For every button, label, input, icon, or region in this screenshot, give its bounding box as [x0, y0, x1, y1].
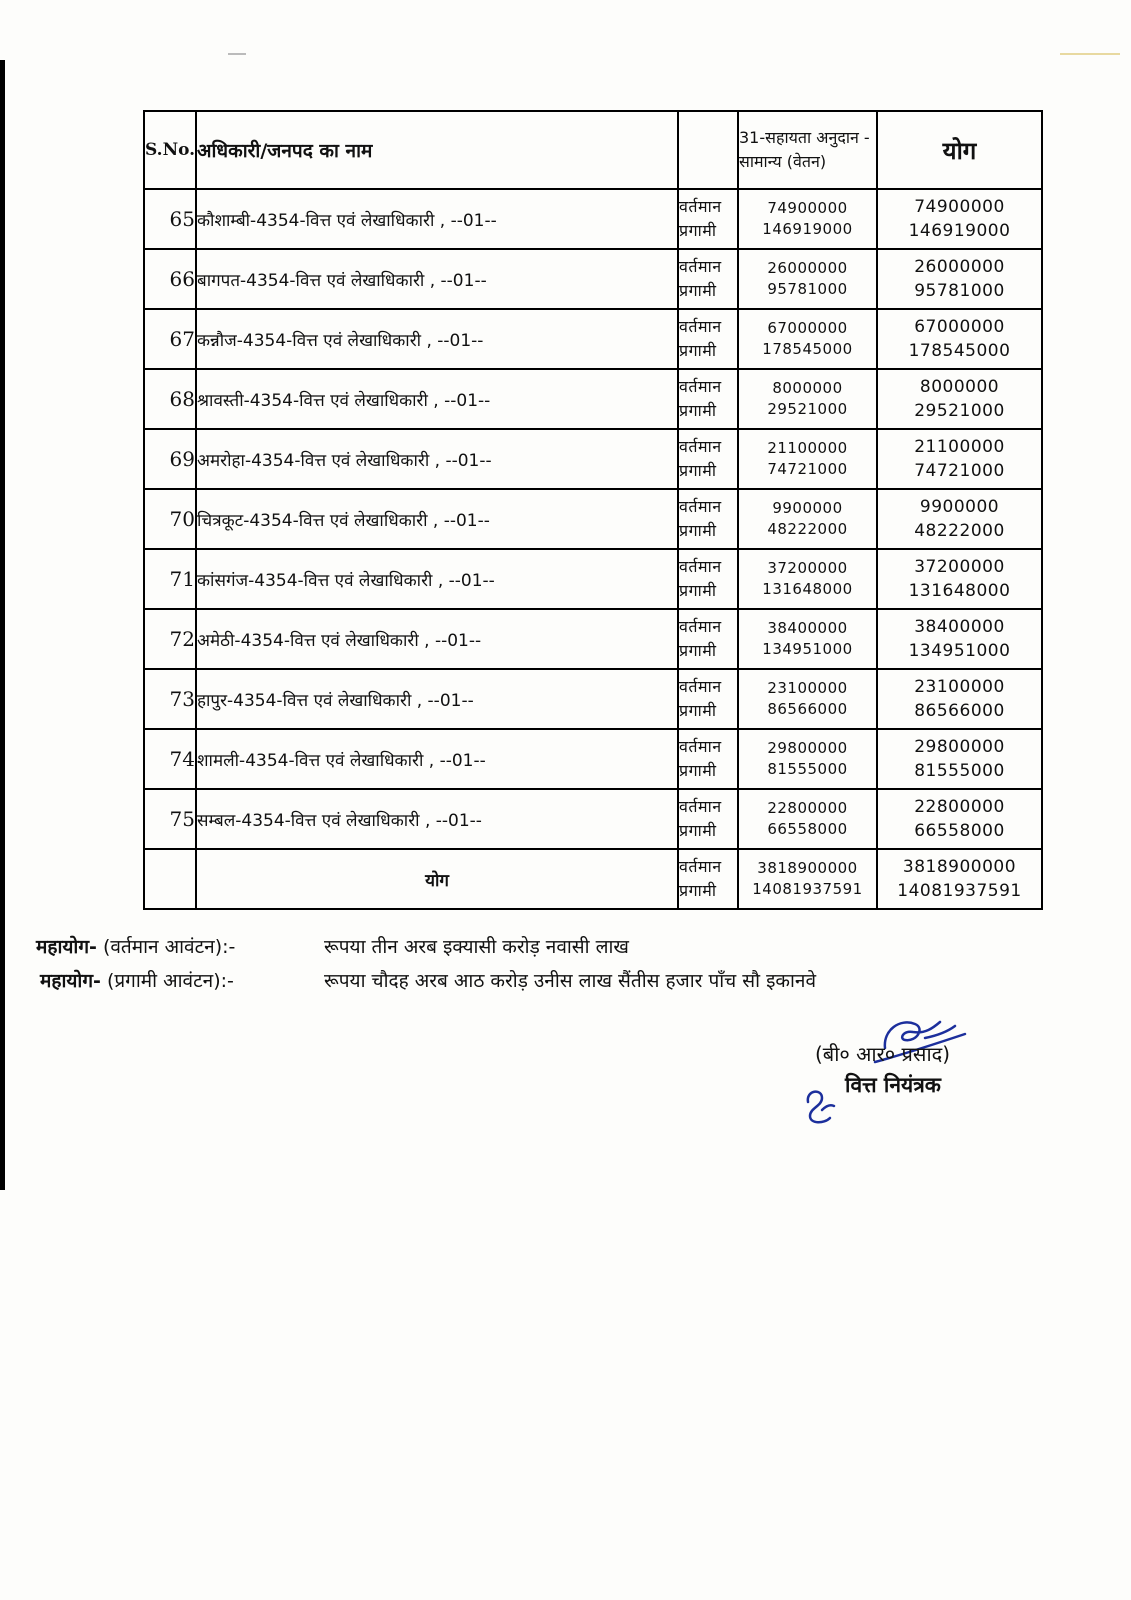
current-label: वर्तमान — [679, 317, 722, 336]
future-label: प्रगामी — [679, 761, 717, 780]
row-sno: 71 — [144, 549, 196, 609]
row-total — [877, 729, 1042, 789]
summary-future-words: रूपया चौदह अरब आठ करोड़ उनीस लाख सैंतीस हजार पाँच सौ इकानवे — [324, 970, 817, 992]
future-amount: 74721000 — [767, 460, 848, 478]
table-header-row — [144, 111, 1042, 189]
current-label: वर्तमान — [679, 197, 722, 216]
row-total — [877, 789, 1042, 849]
future-label: प्रगामी — [679, 521, 717, 540]
current-total: 26000000 — [914, 257, 1005, 277]
row-sno: 66 — [144, 249, 196, 309]
current-amount: 67000000 — [767, 319, 848, 337]
current-total: 74900000 — [914, 197, 1005, 217]
current-total: 3818900000 — [902, 857, 1017, 877]
future-total: 134951000 — [908, 641, 1011, 661]
header-sno: S.No. — [144, 111, 196, 189]
future-total: 146919000 — [908, 221, 1011, 241]
summary-current — [36, 933, 629, 959]
future-total: 178545000 — [908, 341, 1011, 361]
current-total: 8000000 — [919, 377, 1000, 397]
row-sno: 70 — [144, 489, 196, 549]
row-amount — [738, 729, 877, 789]
future-amount: 95781000 — [767, 280, 848, 298]
future-label: प्रगामी — [679, 881, 717, 900]
current-amount: 37200000 — [767, 559, 848, 577]
scan-mark — [1060, 53, 1120, 55]
current-amount: 29800000 — [767, 739, 848, 757]
current-total: 21100000 — [914, 437, 1005, 457]
current-amount: 21100000 — [767, 439, 848, 457]
table-row — [144, 189, 1042, 249]
row-amount — [738, 489, 877, 549]
current-amount: 26000000 — [767, 259, 848, 277]
table-row — [144, 549, 1042, 609]
row-labels — [678, 549, 738, 609]
row-sno: 67 — [144, 309, 196, 369]
current-amount: 38400000 — [767, 619, 848, 637]
current-label: वर्तमान — [679, 437, 722, 456]
row-labels — [678, 789, 738, 849]
future-label: प्रगामी — [679, 221, 717, 240]
future-total: 14081937591 — [897, 881, 1022, 901]
future-total: 86566000 — [914, 701, 1005, 721]
total-label: योग — [196, 849, 678, 909]
header-name: अधिकारी/जनपद का नाम — [196, 111, 678, 189]
future-total: 81555000 — [914, 761, 1005, 781]
future-amount: 86566000 — [767, 700, 848, 718]
row-total — [877, 249, 1042, 309]
row-name: अमरोहा-4354-वित्त एवं लेखाधिकारी , --01-- — [196, 429, 678, 489]
table-row — [144, 669, 1042, 729]
row-amount — [738, 789, 877, 849]
current-total: 67000000 — [914, 317, 1005, 337]
future-amount: 146919000 — [762, 220, 853, 238]
future-total: 29521000 — [914, 401, 1005, 421]
row-labels — [678, 609, 738, 669]
row-total — [877, 429, 1042, 489]
future-amount: 14081937591 — [752, 880, 863, 898]
current-amount: 8000000 — [772, 379, 843, 397]
allocation-table — [143, 110, 1043, 910]
row-sno: 75 — [144, 789, 196, 849]
future-total: 95781000 — [914, 281, 1005, 301]
row-labels — [678, 249, 738, 309]
future-amount: 178545000 — [762, 340, 853, 358]
row-labels — [678, 369, 738, 429]
row-total — [877, 189, 1042, 249]
row-name: कन्नौज-4354-वित्त एवं लेखाधिकारी , --01-- — [196, 309, 678, 369]
current-amount: 23100000 — [767, 679, 848, 697]
table-row — [144, 789, 1042, 849]
row-total — [877, 549, 1042, 609]
summary-current-words: रूपया तीन अरब इक्यासी करोड़ नवासी लाख — [324, 936, 629, 958]
row-labels — [678, 669, 738, 729]
row-name: बागपत-4354-वित्त एवं लेखाधिकारी , --01-- — [196, 249, 678, 309]
row-amount — [738, 549, 877, 609]
signatory-name: (बी० आर० प्रसाद) — [815, 1042, 951, 1066]
current-label: वर्तमान — [679, 497, 722, 516]
future-label: प्रगामी — [679, 461, 717, 480]
row-name: सम्बल-4354-वित्त एवं लेखाधिकारी , --01-- — [196, 789, 678, 849]
table-row — [144, 729, 1042, 789]
future-label: प्रगामी — [679, 581, 717, 600]
row-amount — [738, 249, 877, 309]
row-amount — [738, 309, 877, 369]
total-amount — [738, 849, 877, 909]
current-label: वर्तमान — [679, 857, 722, 876]
summary-current-type: (वर्तमान आवंटन):- — [102, 936, 236, 958]
current-label: वर्तमान — [679, 797, 722, 816]
current-amount: 3818900000 — [757, 859, 858, 877]
row-sno: 68 — [144, 369, 196, 429]
table-row — [144, 369, 1042, 429]
table-row — [144, 609, 1042, 669]
header-label — [678, 111, 738, 189]
current-label: वर्तमान — [679, 377, 722, 396]
row-labels — [678, 729, 738, 789]
current-total: 9900000 — [919, 497, 1000, 517]
future-amount: 134951000 — [762, 640, 853, 658]
table-row — [144, 489, 1042, 549]
row-total — [877, 669, 1042, 729]
header-amount: 31-सहायता अनुदान - सामान्य (वेतन) — [738, 111, 877, 189]
initial-scrawl-icon — [800, 1080, 840, 1130]
header-total: योग — [877, 111, 1042, 189]
row-name: कांसगंज-4354-वित्त एवं लेखाधिकारी , --01-- — [196, 549, 678, 609]
row-sno: 65 — [144, 189, 196, 249]
current-amount: 9900000 — [772, 499, 843, 517]
future-label: प्रगामी — [679, 341, 717, 360]
row-total — [877, 309, 1042, 369]
future-label: प्रगामी — [679, 701, 717, 720]
row-name: श्रावस्ती-4354-वित्त एवं लेखाधिकारी , --01-- — [196, 369, 678, 429]
current-label: वर्तमान — [679, 617, 722, 636]
table-row — [144, 249, 1042, 309]
row-name: कौशाम्बी-4354-वित्त एवं लेखाधिकारी , --01-- — [196, 189, 678, 249]
total-labels — [678, 849, 738, 909]
current-total: 38400000 — [914, 617, 1005, 637]
table-row — [144, 309, 1042, 369]
row-labels — [678, 489, 738, 549]
row-amount — [738, 609, 877, 669]
row-amount — [738, 369, 877, 429]
row-amount — [738, 189, 877, 249]
row-total — [877, 609, 1042, 669]
row-amount — [738, 429, 877, 489]
future-total: 131648000 — [908, 581, 1011, 601]
current-amount: 22800000 — [767, 799, 848, 817]
current-total: 23100000 — [914, 677, 1005, 697]
row-sno: 74 — [144, 729, 196, 789]
row-labels — [678, 309, 738, 369]
future-amount: 29521000 — [767, 400, 848, 418]
total-row — [144, 849, 1042, 909]
current-label: वर्तमान — [679, 257, 722, 276]
row-name: चित्रकूट-4354-वित्त एवं लेखाधिकारी , --01-- — [196, 489, 678, 549]
row-amount — [738, 669, 877, 729]
future-amount: 66558000 — [767, 820, 848, 838]
current-label: वर्तमान — [679, 677, 722, 696]
row-total — [877, 489, 1042, 549]
row-name: हापुर-4354-वित्त एवं लेखाधिकारी , --01-- — [196, 669, 678, 729]
row-name: शामली-4354-वित्त एवं लेखाधिकारी , --01-- — [196, 729, 678, 789]
future-total: 48222000 — [914, 521, 1005, 541]
current-amount: 74900000 — [767, 199, 848, 217]
summary-future-label: महायोग- — [40, 970, 101, 992]
row-labels — [678, 429, 738, 489]
future-label: प्रगामी — [679, 281, 717, 300]
summary-current-label: महायोग- — [36, 936, 97, 958]
current-total: 22800000 — [914, 797, 1005, 817]
scan-mark — [228, 53, 246, 55]
future-label: प्रगामी — [679, 401, 717, 420]
row-name: अमेठी-4354-वित्त एवं लेखाधिकारी , --01-- — [196, 609, 678, 669]
total-total — [877, 849, 1042, 909]
row-labels — [678, 189, 738, 249]
total-sno-empty — [144, 849, 196, 909]
future-total: 66558000 — [914, 821, 1005, 841]
table-row — [144, 429, 1042, 489]
row-sno: 69 — [144, 429, 196, 489]
future-amount: 131648000 — [762, 580, 853, 598]
current-label: वर्तमान — [679, 737, 722, 756]
current-total: 29800000 — [914, 737, 1005, 757]
summary-future — [40, 967, 817, 993]
row-sno: 73 — [144, 669, 196, 729]
row-total — [877, 369, 1042, 429]
future-label: प्रगामी — [679, 641, 717, 660]
future-total: 74721000 — [914, 461, 1005, 481]
future-label: प्रगामी — [679, 821, 717, 840]
future-amount: 48222000 — [767, 520, 848, 538]
signatory-title: वित्त नियंत्रक — [845, 1073, 941, 1097]
current-total: 37200000 — [914, 557, 1005, 577]
page-edge-shadow — [0, 60, 5, 1190]
summary-future-type: (प्रगामी आवंटन):- — [106, 970, 234, 992]
row-sno: 72 — [144, 609, 196, 669]
current-label: वर्तमान — [679, 557, 722, 576]
future-amount: 81555000 — [767, 760, 848, 778]
